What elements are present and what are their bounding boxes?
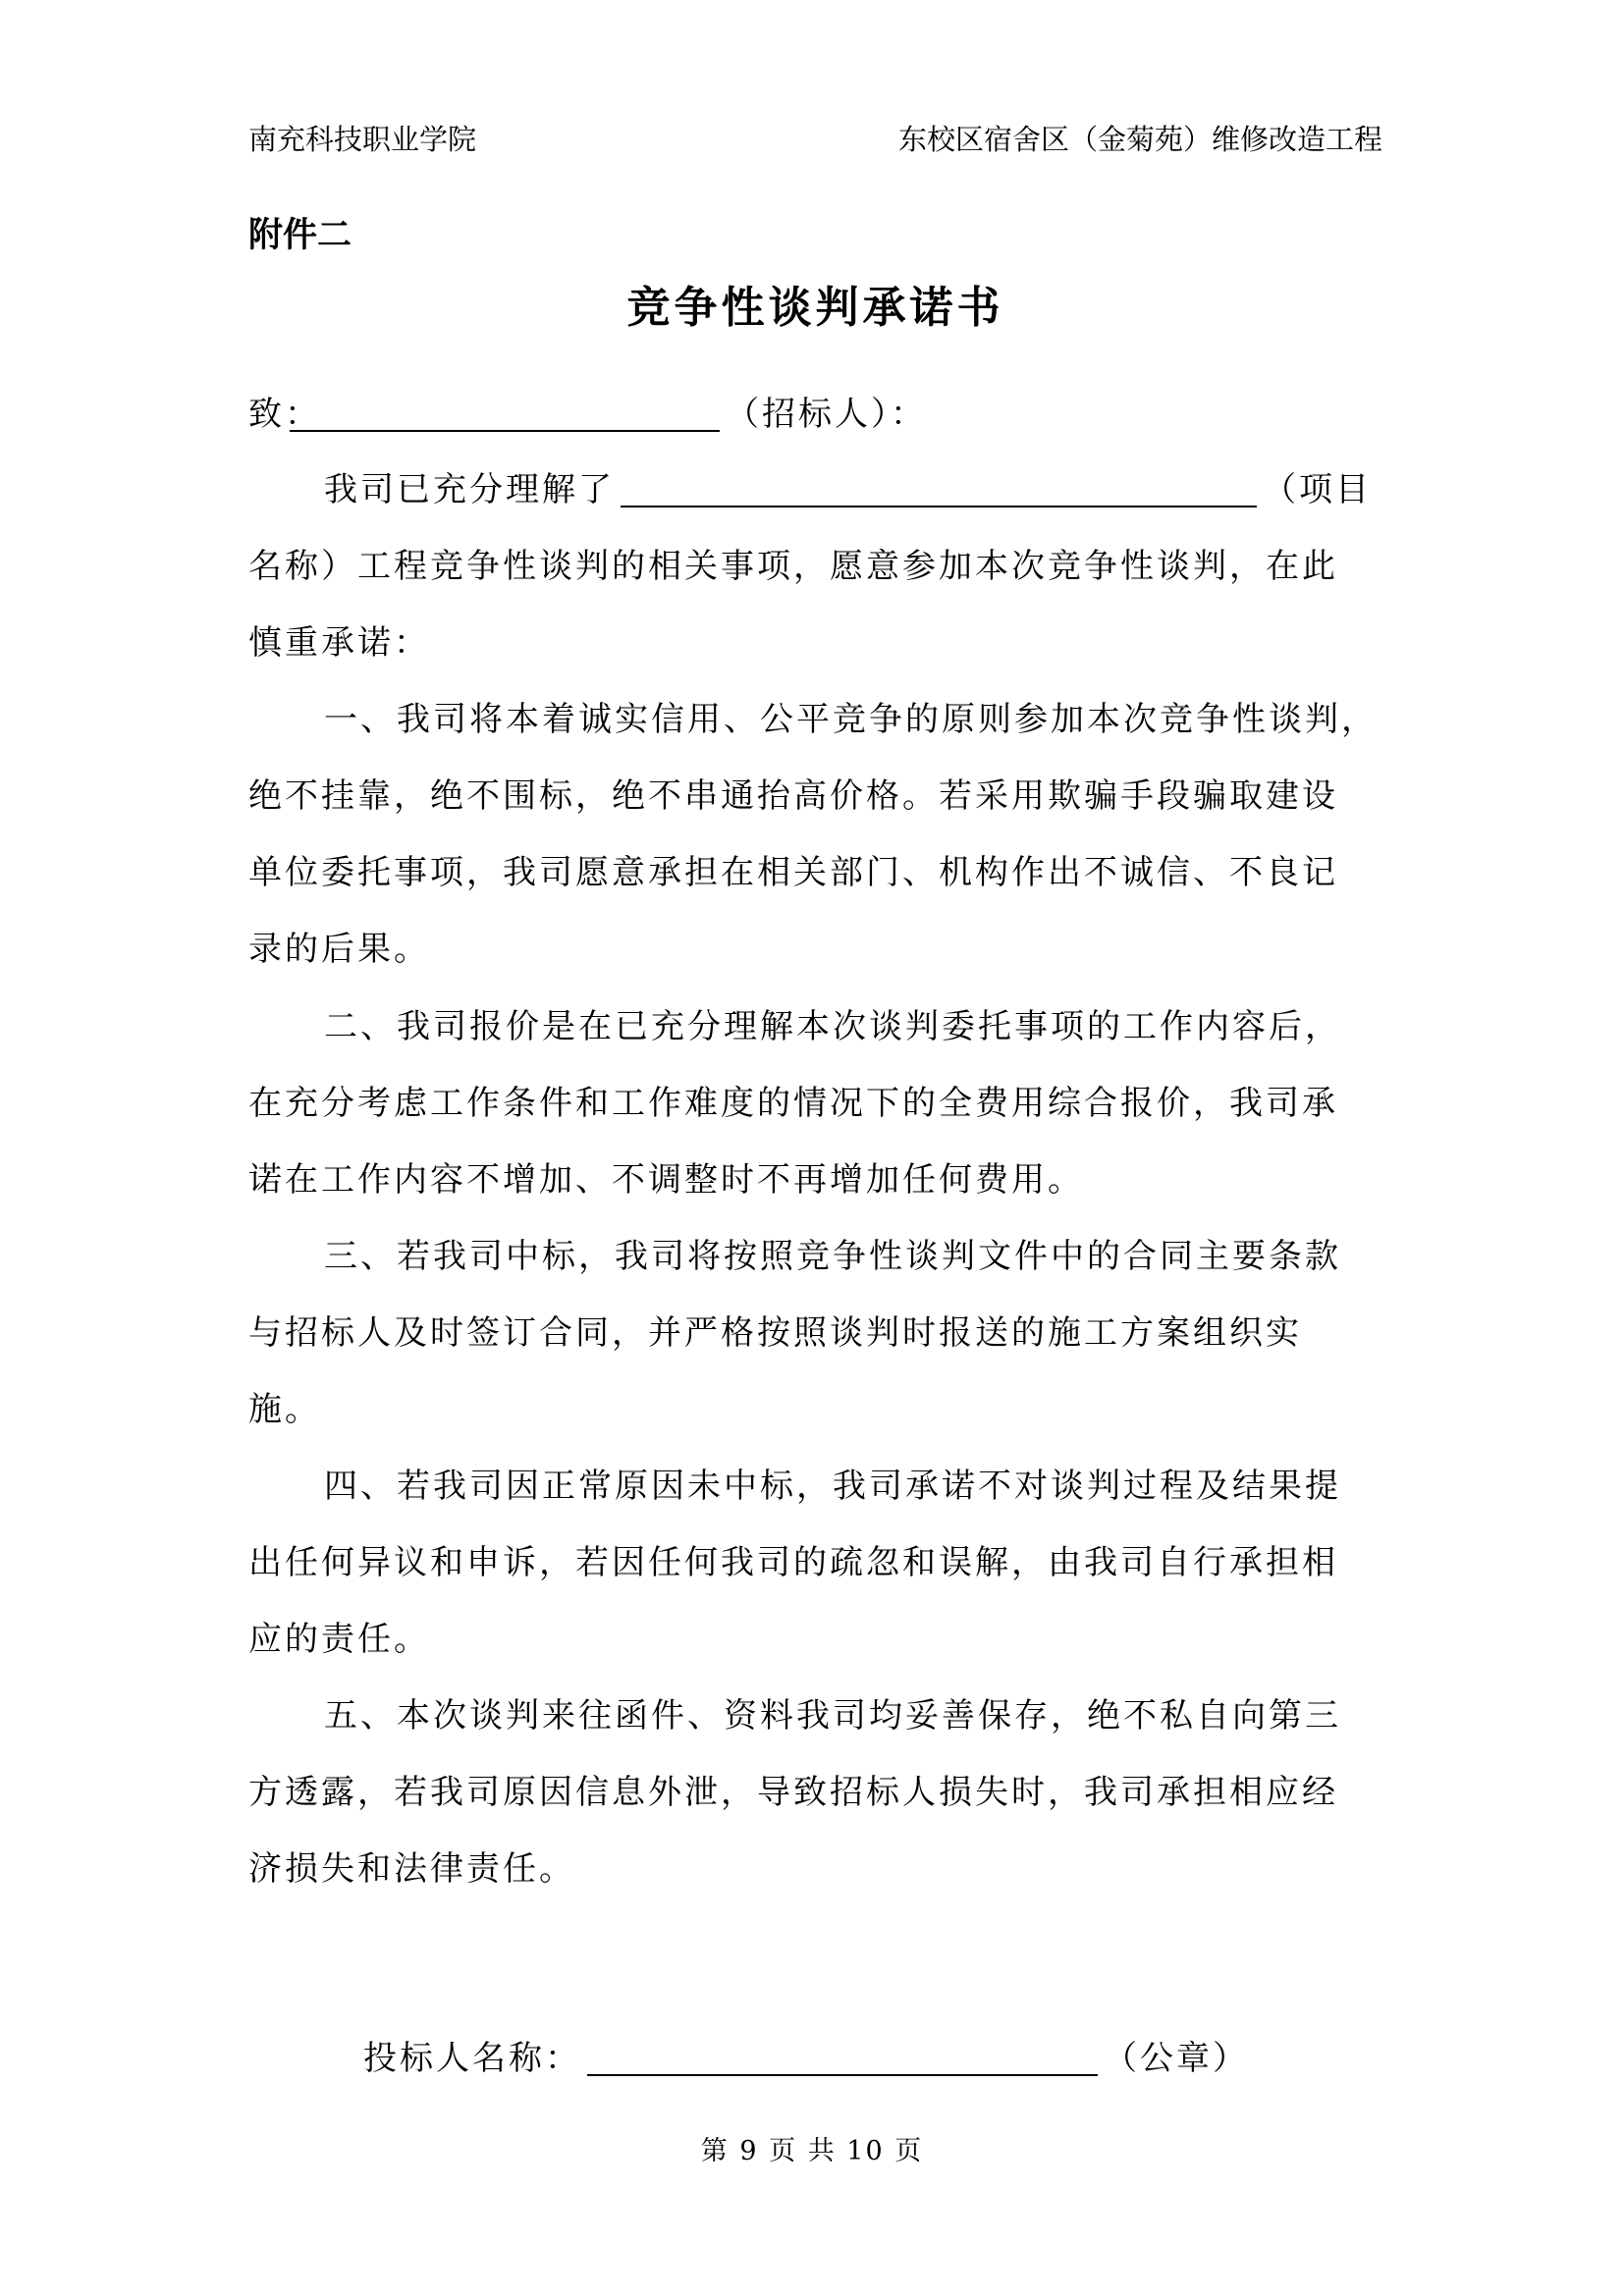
bidder-name-blank-field[interactable] — [587, 2045, 1098, 2076]
clause-2-line-2: 在充分考虑工作条件和工作难度的情况下的全费用综合报价，我司承 — [248, 1084, 1338, 1123]
salutation-suffix: （招标人）： — [726, 395, 927, 434]
intro-text-end: （项目 — [1263, 470, 1372, 509]
project-name-blank-field[interactable] — [621, 476, 1257, 507]
salutation-line — [248, 376, 1382, 453]
page-header — [248, 116, 1382, 163]
clause-2-line-1: 二、我司报价是在已充分理解本次谈判委托事项的工作内容后， — [324, 1007, 1341, 1046]
salutation-colon: ： — [285, 395, 321, 434]
clause-3-line-1: 三、若我司中标，我司将按照竞争性谈判文件中的合同主要条款 — [324, 1237, 1341, 1276]
tenderer-blank-field[interactable] — [290, 400, 720, 432]
header-project-name: 东校区宿舍区（金菊苑）维修改造工程 — [897, 123, 1382, 156]
header-school-name: 南充科技职业学院 — [248, 123, 477, 156]
intro-line-2: 名称）工程竞争性谈判的相关事项，愿意参加本次竞争性谈判，在此 — [248, 547, 1338, 586]
clause-4-line-1: 四、若我司因正常原因未中标，我司承诺不对谈判过程及结果提 — [324, 1467, 1341, 1506]
clause-5-line-3: 济损失和法律责任。 — [248, 1849, 575, 1889]
clause-5-line-1: 五、本次谈判来往函件、资料我司均妥善保存，绝不私自向第三 — [324, 1696, 1341, 1735]
clause-3-line-3: 施。 — [248, 1390, 321, 1429]
clause-1-line-1: 一、我司将本着诚实信用、公平竞争的原则参加本次竞争性谈判， — [324, 700, 1378, 739]
page-number-footer: 第 9 页 共 10 页 — [700, 2136, 924, 2166]
clause-3-line-2: 与招标人及时签订合同，并严格按照谈判时报送的施工方案组织实 — [248, 1313, 1302, 1353]
intro-line-1 — [248, 452, 1382, 528]
clause-1-line-3: 单位委托事项，我司愿意承担在相关部门、机构作出不诚信、不良记 — [248, 853, 1338, 892]
document-title: 竞争性谈判承诺书 — [626, 283, 1004, 333]
clause-1-line-2: 绝不挂靠，绝不围标，绝不串通抬高价格。若采用欺骗手段骗取建设 — [248, 776, 1338, 816]
clause-5-line-2: 方透露，若我司原因信息外泄，导致招标人损失时，我司承担相应经 — [248, 1773, 1338, 1812]
official-seal-label: （公章） — [1104, 2039, 1249, 2078]
intro-text-start: 我司已充分理解了 — [324, 470, 615, 509]
clause-1-line-4: 录的后果。 — [248, 930, 430, 969]
bidder-name-label: 投标人名称： — [363, 2039, 581, 2078]
clause-4-line-3: 应的责任。 — [248, 1620, 430, 1659]
clause-4-line-2: 出任何异议和申诉，若因任何我司的疏忽和误解，由我司自行承担相 — [248, 1543, 1338, 1582]
intro-line-3: 慎重承诺： — [248, 623, 430, 663]
salutation-prefix: 致 — [248, 395, 285, 434]
clause-2-line-3: 诺在工作内容不增加、不调整时不再增加任何费用。 — [248, 1160, 1084, 1200]
attachment-label: 附件二 — [248, 215, 352, 255]
signature-line — [363, 2020, 1249, 2097]
